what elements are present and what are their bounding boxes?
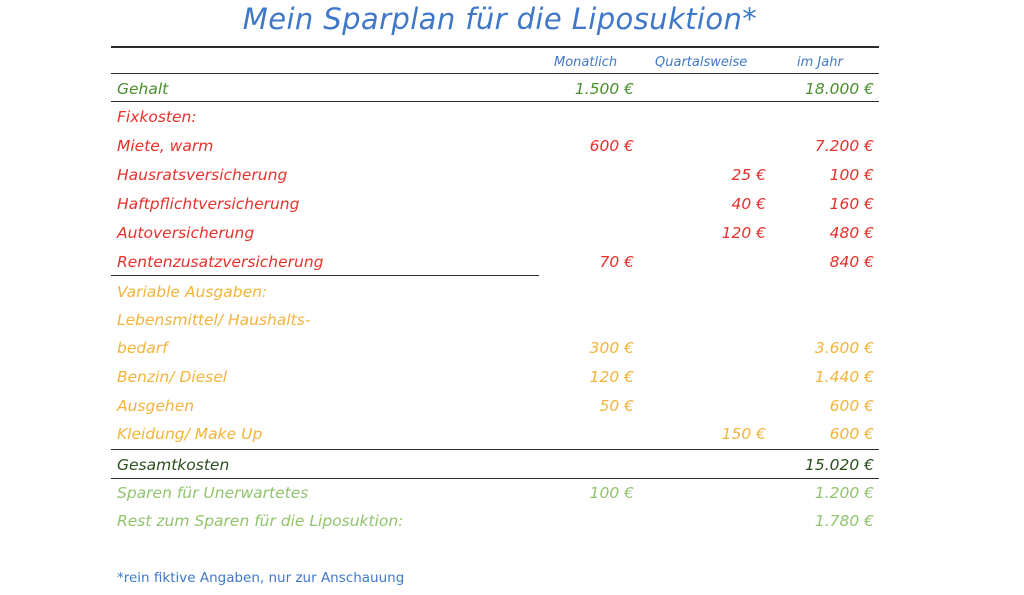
table-row-ausgehen	[0, 396, 1024, 416]
column-header-yearly: im Jahr	[797, 55, 843, 70]
row-label-kleidung: Kleidung/ Make Up	[117, 425, 263, 443]
row-label-lebensmittel-2: bedarf	[117, 339, 168, 357]
row-label-rest-liposuktion: Rest zum Sparen für die Liposuktion:	[117, 512, 404, 530]
gesamtkosten-rule	[111, 478, 879, 479]
row-label-gehalt: Gehalt	[117, 80, 169, 98]
table-row-kleidung	[0, 424, 1024, 444]
footnote: *rein fiktive Angaben, nur zur Anschauung	[117, 570, 405, 586]
row-yearly-miete: 7.200 €	[814, 137, 874, 155]
table-row-miete	[0, 136, 1024, 156]
row-yearly-gesamtkosten: 15.020 €	[804, 456, 874, 474]
table-row-haftpflicht	[0, 194, 1024, 214]
table-row-benzin	[0, 367, 1024, 387]
row-yearly-gehalt: 18.000 €	[804, 80, 874, 98]
row-quarterly-auto: 120 €	[721, 224, 766, 242]
row-yearly-rente: 840 €	[829, 253, 874, 271]
header-bottom-rule	[111, 73, 879, 74]
gehalt-rule	[111, 101, 879, 102]
row-label-gesamtkosten: Gesamtkosten	[117, 456, 230, 474]
row-quarterly-kleidung: 150 €	[721, 425, 766, 443]
row-label-hausrat: Hausratsversicherung	[117, 166, 288, 184]
row-label-haftpflicht: Haftpflichtversicherung	[117, 195, 300, 213]
row-label-miete: Miete, warm	[117, 137, 214, 155]
table-row-lebensmittel-2	[0, 338, 1024, 358]
row-monthly-rente: 70 €	[599, 253, 634, 271]
variable-rule	[111, 449, 879, 450]
table-row-variable-header	[0, 282, 1024, 302]
row-monthly-lebensmittel: 300 €	[589, 339, 634, 357]
row-yearly-benzin: 1.440 €	[814, 368, 874, 386]
fixkosten-rule	[111, 275, 539, 276]
row-monthly-benzin: 120 €	[589, 368, 634, 386]
table-row-gehalt	[0, 79, 1024, 99]
row-monthly-miete: 600 €	[589, 137, 634, 155]
row-label-variable: Variable Ausgaben:	[117, 283, 268, 301]
header-top-rule	[111, 46, 879, 48]
row-label-ausgehen: Ausgehen	[117, 397, 195, 415]
row-yearly-sparen-unerwartetes: 1.200 €	[814, 484, 874, 502]
row-monthly-sparen-unerwartetes: 100 €	[589, 484, 634, 502]
table-row-rest-liposuktion	[0, 511, 1024, 531]
row-label-benzin: Benzin/ Diesel	[117, 368, 228, 386]
table-row-lebensmittel-1	[0, 310, 1024, 330]
row-yearly-lebensmittel: 3.600 €	[814, 339, 874, 357]
row-monthly-ausgehen: 50 €	[599, 397, 634, 415]
table-row-rente	[0, 252, 1024, 272]
row-yearly-ausgehen: 600 €	[829, 397, 874, 415]
row-label-sparen-unerwartetes: Sparen für Unerwartetes	[117, 484, 309, 502]
row-yearly-haftpflicht: 160 €	[829, 195, 874, 213]
table-row-auto	[0, 223, 1024, 243]
row-monthly-gehalt: 1.500 €	[574, 80, 634, 98]
column-header-monthly: Monatlich	[554, 55, 618, 70]
table-row-hausrat	[0, 165, 1024, 185]
row-yearly-hausrat: 100 €	[829, 166, 874, 184]
row-yearly-rest-liposuktion: 1.780 €	[814, 512, 874, 530]
table-row-sparen-unerwartetes	[0, 483, 1024, 503]
row-label-lebensmittel-1: Lebensmittel/ Haushalts-	[117, 311, 311, 329]
table-row-gesamtkosten	[0, 455, 1024, 475]
column-header-quarterly: Quartalsweise	[655, 55, 748, 70]
row-yearly-kleidung: 600 €	[829, 425, 874, 443]
page-title: Mein Sparplan für die Liposuktion*	[242, 2, 758, 36]
table-row-fixkosten-header	[0, 107, 1024, 127]
row-quarterly-hausrat: 25 €	[731, 166, 766, 184]
row-label-auto: Autoversicherung	[117, 224, 255, 242]
row-label-rente: Rentenzusatzversicherung	[117, 253, 324, 271]
row-label-fixkosten: Fixkosten:	[117, 108, 197, 126]
row-yearly-auto: 480 €	[829, 224, 874, 242]
row-quarterly-haftpflicht: 40 €	[731, 195, 766, 213]
